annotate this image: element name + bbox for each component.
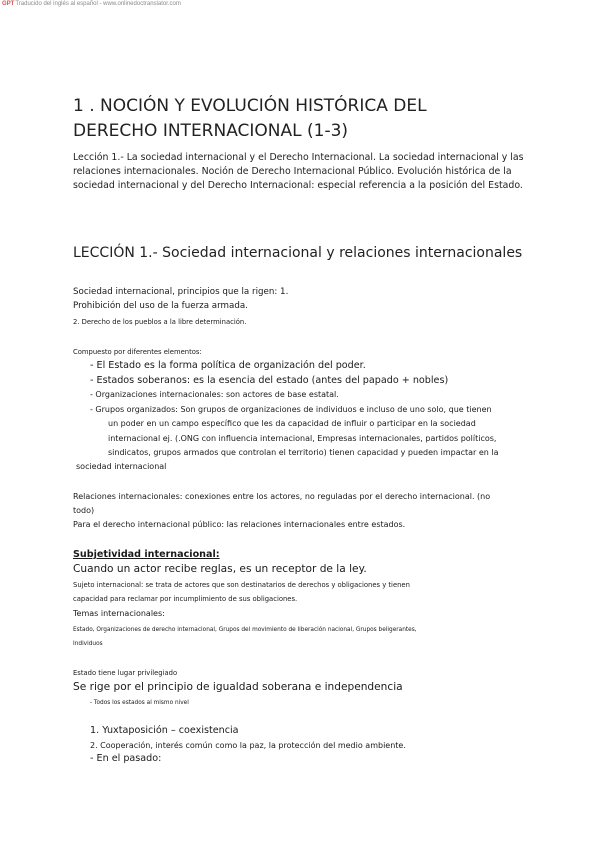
subjectivity-line-1: Cuando un actor recibe reglas, es un receptor de la ley. (73, 563, 367, 575)
list-item: - Grupos organizados: Son grupos de organizaciones de individuos e incluso de uno solo, que tienen (90, 405, 492, 414)
list-item: - Estados soberanos: es la esencia del estado (antes del papado + nobles) (90, 375, 449, 386)
list-item: - En el pasado: (90, 753, 162, 764)
list-item-continuation: internacional ej. (.ONG con influencia internacional, Empresas internacionales, partidos políticos, (108, 434, 497, 443)
translator-logo: GPT (2, 1, 15, 7)
intro-paragraph: Lección 1.- La sociedad internacional y el Derecho Internacional. La sociedad internacional y las relaciones internacionales. Noción de Derecho Internacional Público. Evolución histórica de la sociedad internacional y del Derecho Internacional: especial referencia a la posición del Estado. (73, 152, 524, 191)
composed-label: Compuesto por diferentes elementos: (73, 348, 202, 356)
subjectivity-line-3: capacidad para reclamar por incumplimiento de sus obligaciones. (73, 595, 298, 603)
list-item-continuation: un poder en un campo específico que les da capacidad de influir o participar en la sociedad (108, 419, 476, 428)
state-line-1: Estado tiene lugar privilegiado (73, 669, 178, 677)
principles-line-3: 2. Derecho de los pueblos a la libre determinación. (73, 318, 247, 326)
state-line-2: Se rige por el principio de igualdad soberana e independencia (73, 681, 403, 693)
relations-line-3: Para el derecho internacional público: las relaciones internacionales entre estados. (73, 520, 406, 529)
translator-banner-text: Traducido del inglés al español - www.onlinedoctranslator.com (15, 1, 181, 7)
subjectivity-line-2: Sujeto internacional: se trata de actores que son destinatarios de derechos y obligaciones y tienen (73, 581, 410, 589)
principles-line-1: Sociedad internacional, principios que la rigen: 1. (73, 287, 289, 297)
subjectivity-heading: Subjetividad internacional: (73, 549, 220, 560)
list-item: - Organizaciones internacionales: son actores de base estatal. (90, 390, 339, 399)
subjectivity-line-5: Estado, Organizaciones de derecho internacional, Grupos del movimiento de liberación nacional, Grupos beligerantes, (73, 627, 417, 633)
list-item: - El Estado es la forma política de organización del poder. (90, 360, 366, 371)
list-item-continuation: sociedad internacional (76, 462, 167, 471)
relations-line-2: todo) (73, 506, 95, 515)
relations-line-1: Relaciones internacionales: conexiones entre los actores, no reguladas por el derecho internacional. (no (73, 492, 491, 501)
translator-banner (2, 0, 181, 10)
list-item: 1. Yuxtaposición – coexistencia (90, 725, 239, 736)
state-line-3: - Todos los estados al mismo nivel (90, 700, 189, 706)
page-title: 1 . NOCIÓN Y EVOLUCIÓN HISTÓRICA DEL DERECHO INTERNACIONAL (1-3) (73, 96, 427, 141)
lesson-heading: LECCIÓN 1.- Sociedad internacional y relaciones internacionales (73, 245, 523, 261)
list-item-continuation: sindicatos, grupos armados que controlan el territorio) tienen capacidad y pueden impactar en la (108, 448, 499, 457)
subjectivity-line-6: Individuos (73, 641, 103, 647)
list-item: 2. Cooperación, interés común como la paz, la protección del medio ambiente. (90, 741, 406, 750)
principles-line-2: Prohibición del uso de la fuerza armada. (73, 301, 248, 311)
subjectivity-line-4: Temas internacionales: (73, 609, 165, 618)
